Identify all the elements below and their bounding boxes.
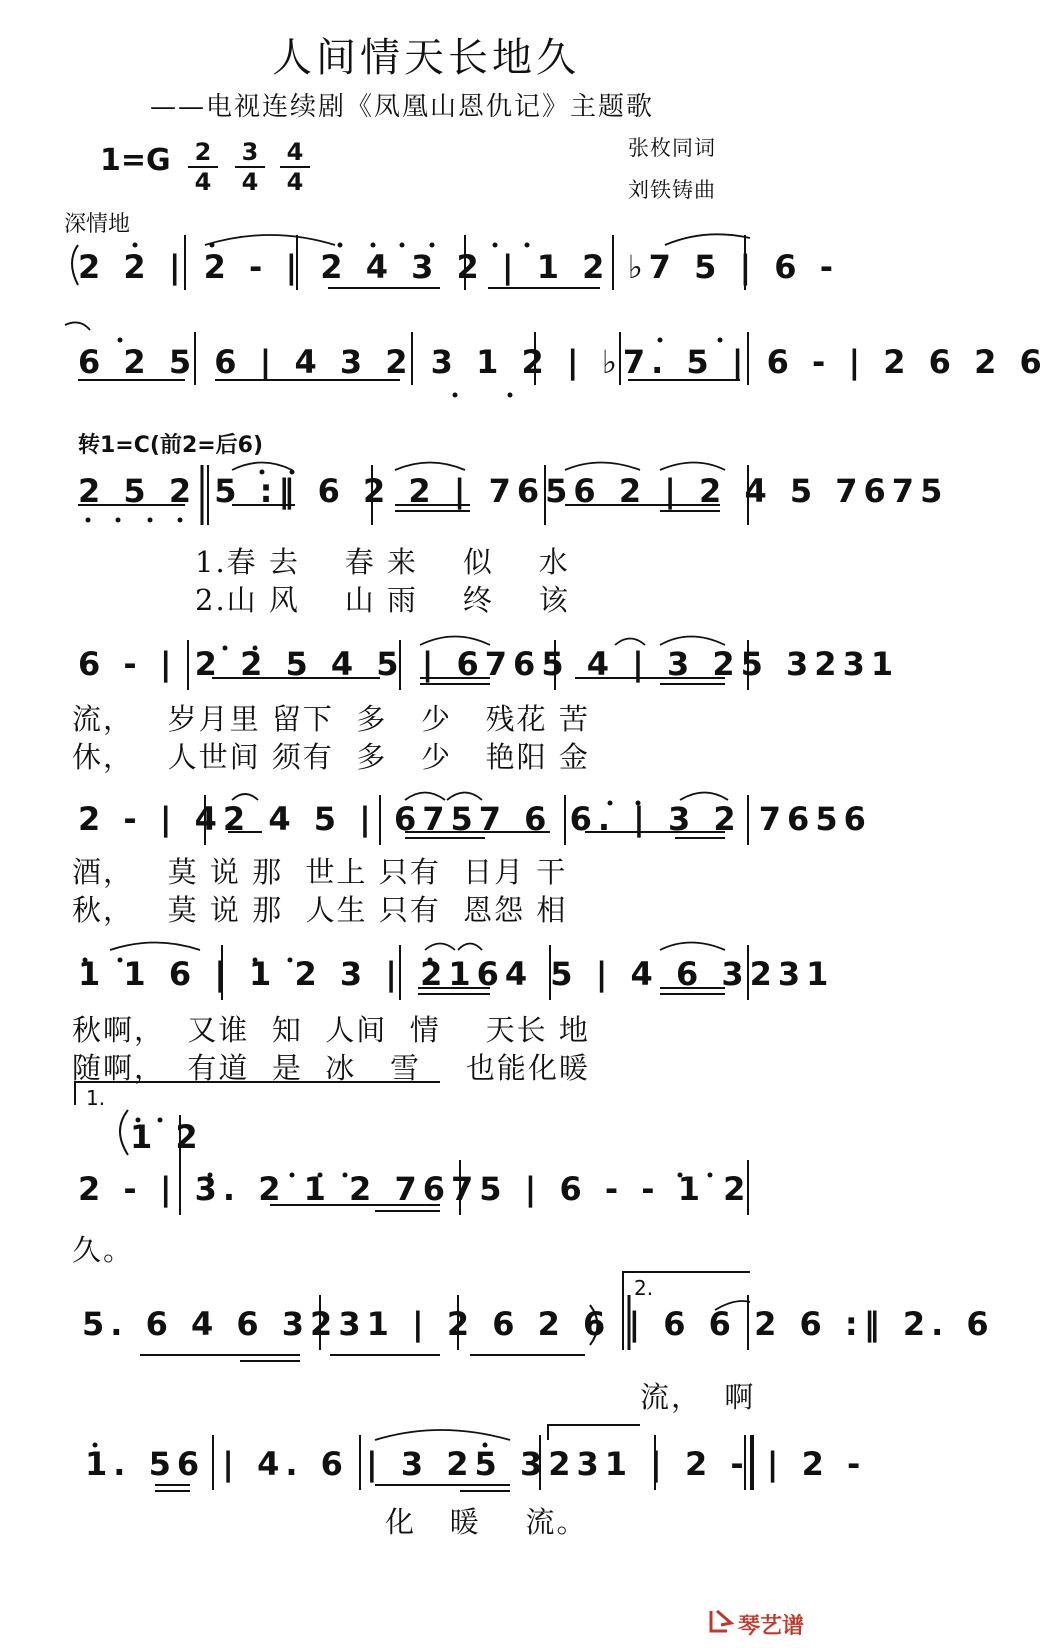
system-6-notes: 1 1 6 | 1 2 3 | 2164 5 | 4 6 3231 bbox=[78, 955, 835, 993]
system-4-notes: 6 - | 2 2 5 4 5 | 6765 4 | 3 25 3231 bbox=[78, 645, 900, 683]
modulation-marking: 转1=C(前2=后6) bbox=[78, 433, 264, 458]
lyricist-credit: 张枚同词 bbox=[628, 136, 716, 160]
system-3-notes: 2 5 2 5 :‖ 6 2 2 | 7656 2 | 2 4 5 7675 bbox=[78, 472, 949, 510]
composer-credit: 刘铁铸曲 bbox=[628, 178, 716, 202]
key-signature: 1=G bbox=[100, 143, 171, 178]
volta-2-label: 2. bbox=[634, 1276, 654, 1300]
system-1-notes: 2 2 | 2 - | 2 4 3 2 | 1 2 ♭7 5 | 6 - bbox=[78, 248, 839, 286]
system-4-lyrics-verse-1: 流， 岁月里 留下 多 少 残花 苦 bbox=[72, 702, 590, 736]
ts-numerator: 4 bbox=[286, 138, 304, 166]
system-7-lyrics: 久。 bbox=[72, 1233, 135, 1267]
system-5-lyrics-verse-2: 秋， 莫 说 那 人生 只有 恩怨 相 bbox=[72, 893, 568, 927]
system-3-lyrics-verse-2: 2.山 风 山 雨 终 该 bbox=[195, 583, 570, 617]
ts-denominator: 4 bbox=[241, 168, 259, 196]
ts-numerator: 2 bbox=[194, 138, 212, 166]
system-6-lyrics-verse-1: 秋啊， 又谁 知 人间 情 天长 地 bbox=[72, 1013, 590, 1047]
system-7-pickup: 1 2 bbox=[130, 1118, 204, 1156]
system-7-notes: 2 - | 3. 2 1 2 7675 | 6 - - 1 2 bbox=[78, 1170, 752, 1208]
system-3-lyrics-verse-1: 1.春 去 春 来 似 水 bbox=[195, 545, 570, 579]
song-title: 人间情天长地久 bbox=[272, 35, 580, 81]
system-5-notes: 2 - | 42 4 5 | 6757 6 6. | 3 2 7656 bbox=[78, 800, 872, 838]
tempo-marking: 深情地 bbox=[64, 212, 131, 237]
song-subtitle: ——电视连续剧《凤凰山恩仇记》主题歌 bbox=[150, 92, 655, 122]
system-8-notes: 5. 6 4 6 3231 | 2 6 2 6 | 6 6 2 6 :‖ 2. 6 bbox=[82, 1305, 995, 1343]
ts-denominator: 4 bbox=[286, 168, 304, 196]
system-9-notes: 1. 56 | 4. 6 | 3 25 3231 | 2 - | 2 - bbox=[85, 1445, 867, 1483]
system-8-lyrics: 流， 啊 bbox=[640, 1380, 756, 1414]
music-logo-icon bbox=[707, 1607, 735, 1635]
system-5-lyrics-verse-1: 酒， 莫 说 那 世上 只有 日月 干 bbox=[72, 855, 568, 889]
ts-numerator: 3 bbox=[241, 138, 259, 166]
volta-1-label: 1. bbox=[86, 1086, 106, 1110]
system-2-notes: 6 2 5 6 | 4 3 2 3 1 2 | ♭7. 5 | 6 - | 2 6 2 6 bbox=[78, 343, 1048, 381]
system-9-lyrics: 化 暖 流。 bbox=[385, 1505, 588, 1539]
system-6-lyrics-verse-2: 随啊， 有道 是 冰 雪 也能化暖 bbox=[72, 1051, 590, 1085]
ts-denominator: 4 bbox=[194, 168, 212, 196]
system-4-lyrics-verse-2: 休， 人世间 须有 多 少 艳阳 金 bbox=[72, 740, 590, 774]
watermark-text: 琴艺谱 bbox=[738, 1614, 805, 1639]
